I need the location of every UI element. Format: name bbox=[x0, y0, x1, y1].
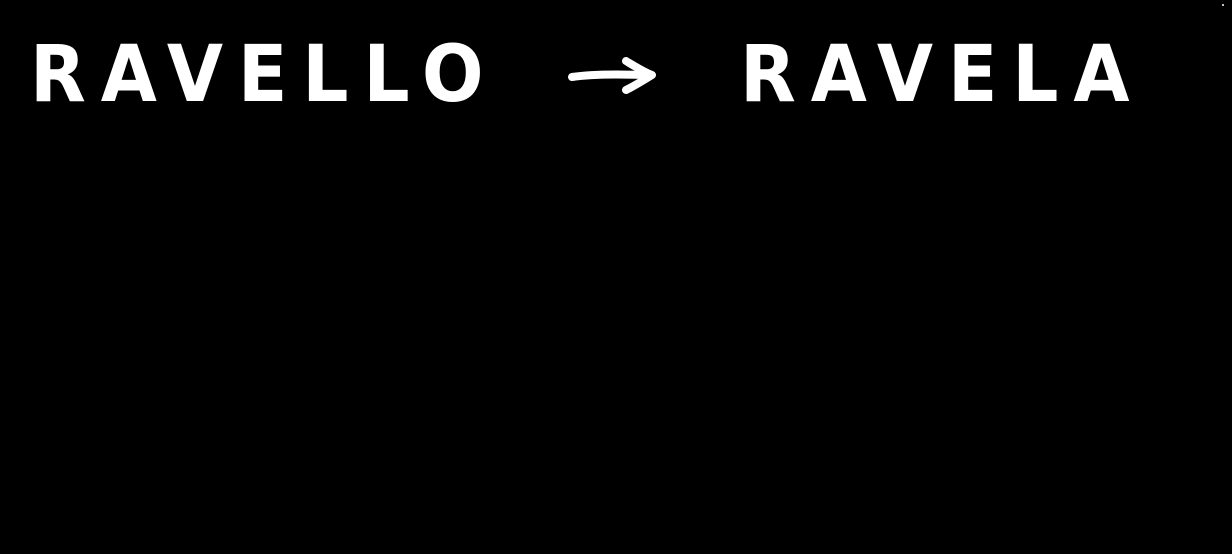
stray-mark bbox=[1222, 4, 1224, 6]
note-line bbox=[30, 30, 1160, 120]
target-word: RAVELA bbox=[740, 30, 1145, 120]
arrow-right-icon bbox=[564, 45, 664, 105]
source-word: RAVELLO bbox=[30, 30, 499, 120]
